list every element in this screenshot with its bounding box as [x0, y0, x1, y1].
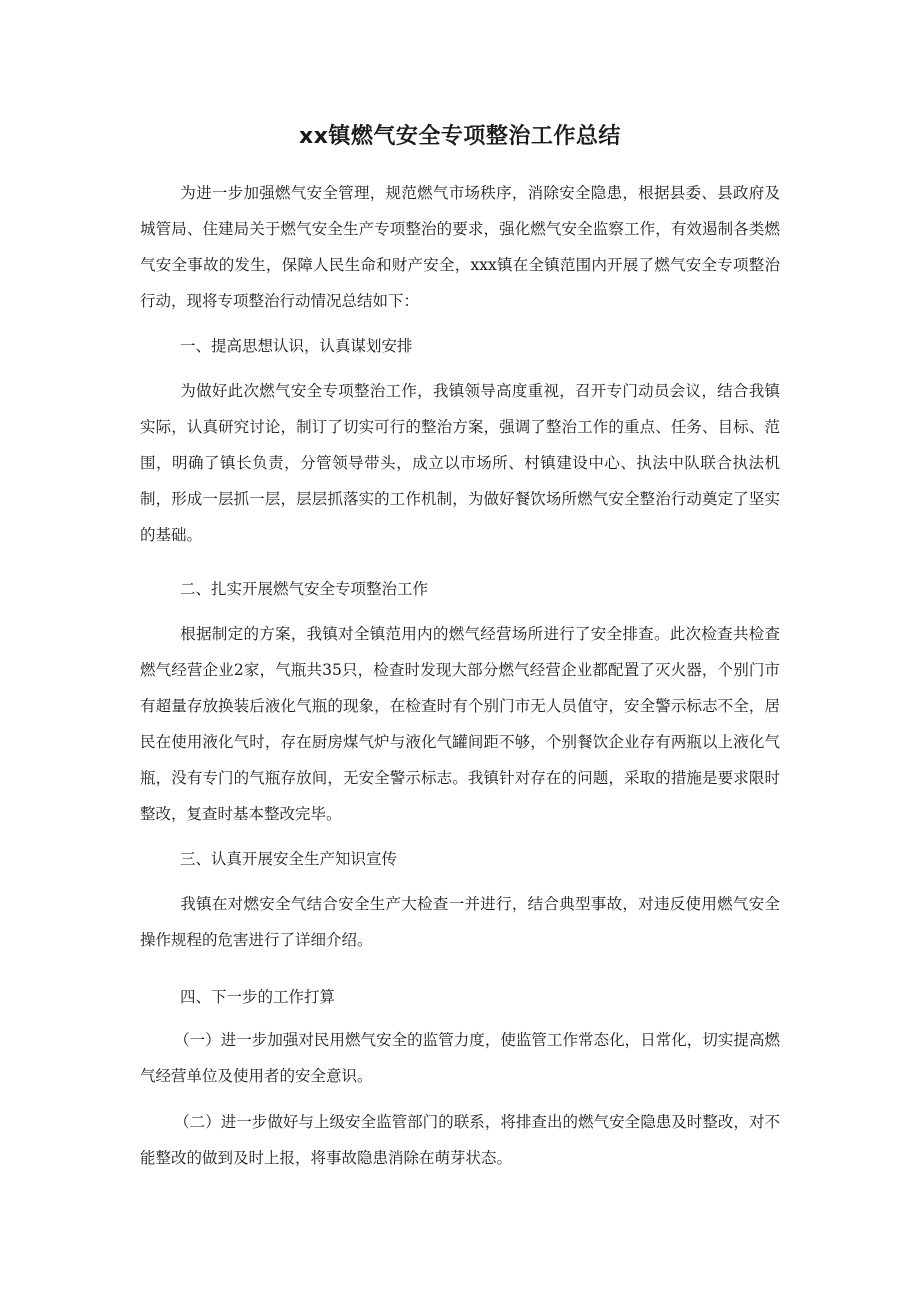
section-heading-2: 二、扎实开展燃气安全专项整治工作	[180, 580, 429, 598]
section-heading-3: 三、认真开展安全生产知识宣传	[180, 850, 398, 868]
section-heading-1: 一、提高思想认识，认真谋划安排	[180, 337, 413, 355]
document-title: xx镇燃气安全专项整治工作总结	[299, 124, 621, 149]
section-body-1: 为做好此次燃气安全专项整治工作，我镇领导高度重视，召开专门动员会议，结合我镇实际，认真研究讨论，制订了切实可行的整治方案，强调了整治工作的重点、任务、目标、范围，明确了镇长负责，分管领导带头，成立以市场所、村镇建设中心、执法中队联合执法机制，形成一层抓一层，层层抓落实的工作机制，为做好餐饮场所燃气安全整治行动奠定了坚实的基础。	[140, 382, 780, 544]
intro-paragraph: 为进一步加强燃气安全管理，规范燃气市场秩序，消除安全隐患，根据县委、县政府及城管局、住建局关于燃气安全生产专项整治的要求，强化燃气安全监察工作，有效遏制各类燃气安全事故的发生，保障人民生命和财产安全，xxx镇在全镇范围内开展了燃气安全专项整治行动，现将专项整治行动情况总结如下：	[140, 184, 780, 310]
plan-item-1: （一）进一步加强对民用燃气安全的监管力度，使监管工作常态化，日常化，切实提高燃气经营单位及使用者的安全意识。	[140, 1031, 780, 1085]
plan-item-2: （二）进一步做好与上级安全监管部门的联系，将排查出的燃气安全隐患及时整改，对不能整改的做到及时上报，将事故隐患消除在萌芽状态。	[140, 1113, 780, 1167]
section-body-3: 我镇在对燃安全气结合安全生产大检查一并进行，结合典型事故，对违反使用燃气安全操作规程的危害进行了详细介绍。	[140, 895, 780, 949]
section-heading-4: 四、下一步的工作打算	[180, 988, 336, 1006]
section-body-2: 根据制定的方案，我镇对全镇范用内的燃气经营场所进行了安全排查。此次检查共检查燃气经营企业2家，气瓶共35只，检查时发现大部分燃气经营企业都配置了灭火器，个别门市有超量存放换装后液化气瓶的现象，在检查时有个别门市无人员值守，安全警示标志不全，居民在使用液化气时，存在厨房煤气炉与液化气罐间距不够，个别餐饮企业存有两瓶以上液化气瓶，没有专门的气瓶存放间，无安全警示标志。我镇针对存在的问题，采取的措施是要求限时整改，复查时基本整改完毕。	[140, 625, 780, 823]
